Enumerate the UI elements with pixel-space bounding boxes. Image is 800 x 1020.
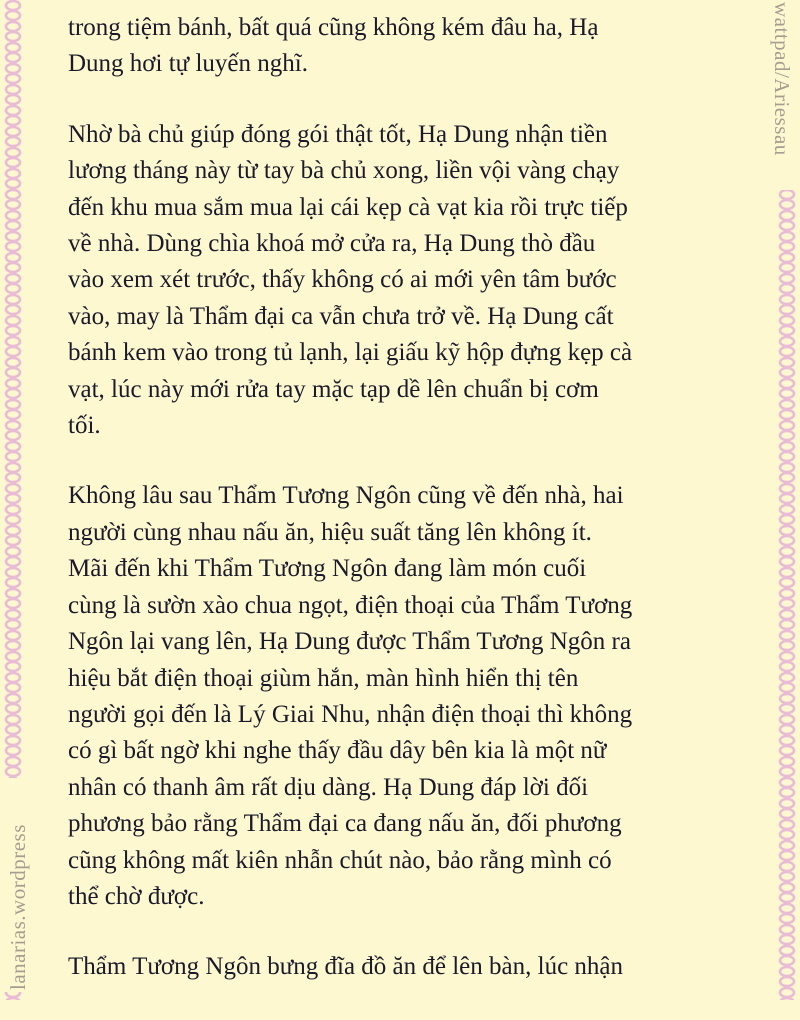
paragraph-4: Thẩm Tương Ngôn bưng đĩa đồ ăn để lên bàn, lúc nhận [68,953,624,981]
watermark-left: lanarias.wordpress [0,778,37,992]
paragraph-1: trong tiệm bánh, bất quá cũng không kém đâu ha, Hạ Dung hơi tự luyến nghĩ. [68,14,599,78]
watermark-right: wattpad/Ariessau [763,0,800,190]
paragraph-2: Nhờ bà chủ giúp đóng gói thật tốt, Hạ Dung nhận tiền lương tháng này từ tay bà chủ xong, liền vội vàng chạy đến khu mua sắm mua lại cái kẹp cà vạt kia rồi trực tiếp về nhà. Dùng chìa khoá mở cửa ra, Hạ Dung thò đầu vào xem xét trước, thấy không có ai mới yên tâm bước vào, may là Thẩm đại ca vẫn chưa trở về. Hạ Dung cất bánh kem vào trong tủ lạnh, lại giấu kỹ hộp đựng kẹp cà vạt, lúc này mới rửa tay mặc tạp dề lên chuẩn bị cơm tối. [68,120,633,440]
document-body [68,10,752,1020]
paragraph-3: Không lâu sau Thẩm Tương Ngôn cũng về đến nhà, hai người cùng nhau nấu ăn, hiệu suất tăng lên không ít. Mãi đến khi Thẩm Tương Ngôn đang làm món cuối cùng là sườn xào chua ngọt, điện thoại của Thẩm Tương Ngôn lại vang lên, Hạ Dung được Thẩm Tương Ngôn ra hiệu bắt điện thoại giùm hắn, màn hình hiển thị tên người gọi đến là Lý Giai Nhu, nhận điện thoại thì không có gì bất ngờ khi nghe thấy đầu dây bên kia là một nữ nhân có thanh âm rất dịu dàng. Hạ Dung đáp lời đối phương bảo rằng Thẩm đại ca đang nấu ăn, đối phương cũng không mất kiên nhẫn chút nào, bảo rằng mình có thể chờ được. [68,482,633,910]
